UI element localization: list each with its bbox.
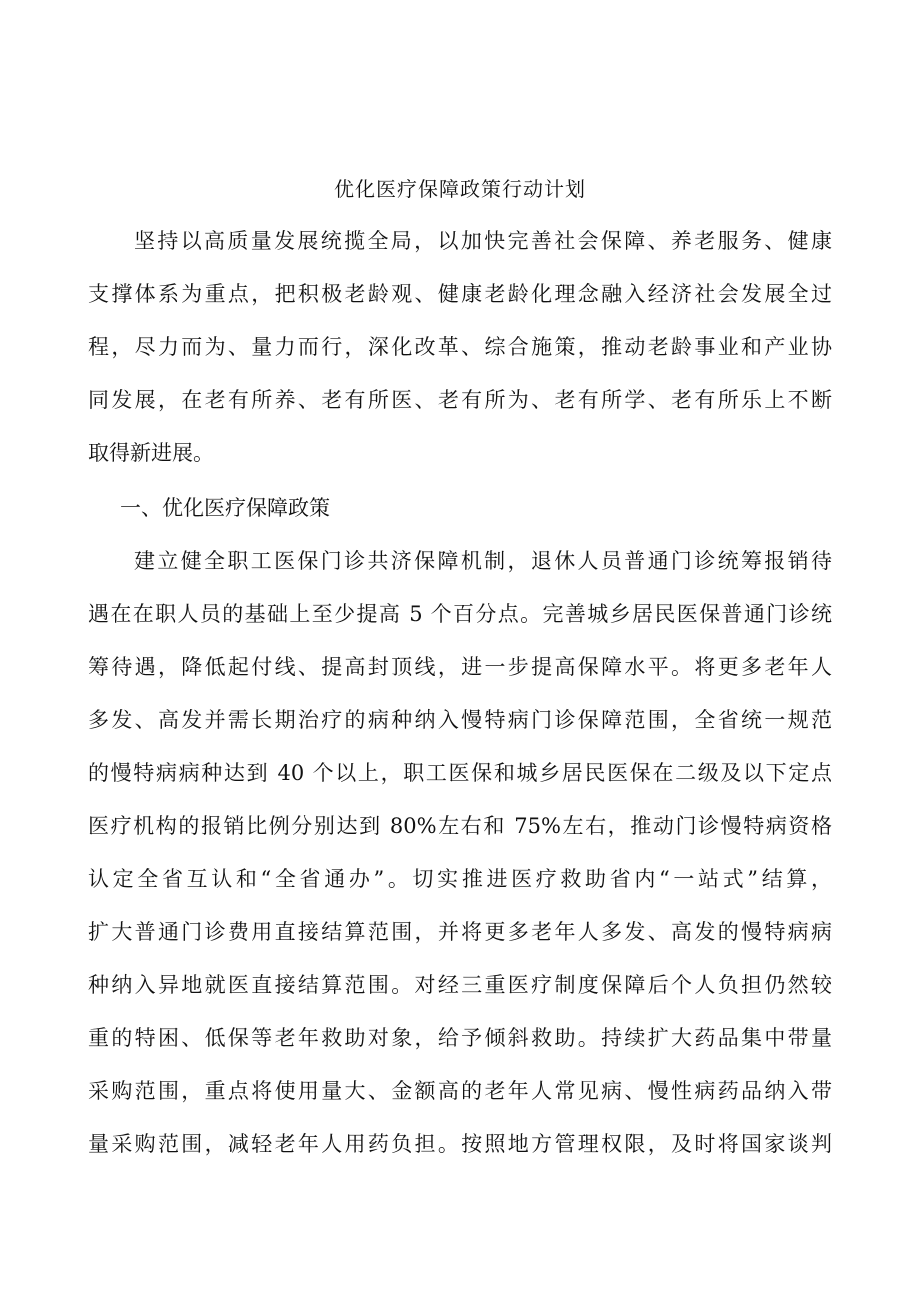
- paragraph-1-line-2: 支撑体系为重点，把积极老龄观、健康老龄化理念融入经济社会发展全过: [88, 282, 832, 306]
- paragraph-2-line-6: 医疗机构的报销比例分别达到 80%左右和 75%左右，推动门诊慢特病资格: [88, 814, 832, 838]
- paragraph-2-line-10: 重的特困、低保等老年救助对象，给予倾斜救助。持续扩大药品集中带量: [88, 1026, 832, 1050]
- paragraph-2-line-7: 认定全省互认和“全省通办”。切实推进医疗救助省内“一站式”结算，: [88, 867, 832, 891]
- paragraph-1-line-3: 程，尽力而为、量力而行，深化改革、综合施策，推动老龄事业和产业协: [88, 335, 832, 359]
- paragraph-2-line-5: 的慢特病病种达到 40 个以上，职工医保和城乡居民医保在二级及以下定点: [88, 761, 832, 785]
- paragraph-1-line-1: 坚持以高质量发展统揽全局，以加快完善社会保障、养老服务、健康: [134, 229, 832, 253]
- paragraph-2-line-9: 种纳入异地就医直接结算范围。对经三重医疗制度保障后个人负担仍然较: [88, 973, 832, 997]
- paragraph-1-line-5: 取得新进展。: [88, 441, 214, 465]
- paragraph-2-line-11: 采购范围，重点将使用量大、金额高的老年人常见病、慢性病药品纳入带: [88, 1079, 832, 1103]
- paragraph-2-line-1: 建立健全职工医保门诊共济保障机制，退休人员普通门诊统筹报销待: [134, 549, 832, 573]
- paragraph-1-line-4: 同发展，在老有所养、老有所医、老有所为、老有所学、老有所乐上不断: [88, 388, 832, 412]
- paragraph-2-line-4: 多发、高发并需长期治疗的病种纳入慢特病门诊保障范围，全省统一规范: [88, 708, 832, 732]
- paragraph-2-line-12: 量采购范围，减轻老年人用药负担。按照地方管理权限，及时将国家谈判: [88, 1132, 832, 1156]
- paragraph-2-line-2: 遇在在职人员的基础上至少提高 5 个百分点。完善城乡居民医保普通门诊统: [88, 602, 832, 626]
- paragraph-2-line-3: 筹待遇，降低起付线、提高封顶线，进一步提高保障水平。将更多老年人: [88, 655, 832, 679]
- section-heading: 一、优化医疗保障政策: [120, 496, 330, 520]
- document-title: 优化医疗保障政策行动计划: [334, 177, 586, 201]
- paragraph-2-line-8: 扩大普通门诊费用直接结算范围，并将更多老年人多发、高发的慢特病病: [88, 920, 832, 944]
